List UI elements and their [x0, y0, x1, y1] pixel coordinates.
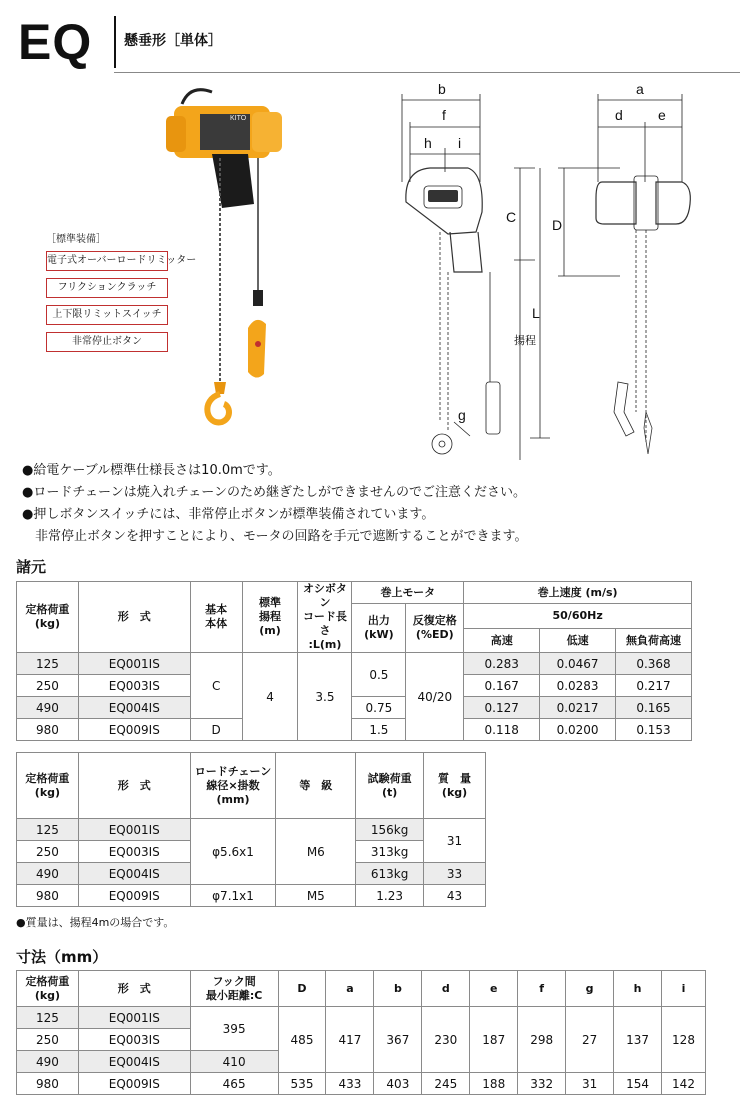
cell-mass: 33	[424, 863, 486, 885]
cell-load: 490	[17, 697, 79, 719]
cell-model: EQ009IS	[78, 719, 190, 741]
table-row	[17, 719, 692, 741]
dim-label-C: C	[506, 209, 517, 225]
cell-model: EQ001IS	[78, 819, 190, 841]
cell-load: 125	[17, 653, 79, 675]
table-row	[17, 885, 486, 907]
cell-dim: 31	[566, 1073, 614, 1095]
cell-grade: M5	[276, 885, 356, 907]
cell-lift: 4	[242, 653, 298, 741]
cell-dim: 417	[326, 1007, 374, 1073]
cell-dim: 187	[470, 1007, 518, 1073]
header-rule	[114, 72, 740, 73]
cell-high: 0.167	[464, 675, 540, 697]
cell-dim: 142	[662, 1073, 706, 1095]
cell-dim: 298	[518, 1007, 566, 1073]
cell-body: C	[190, 653, 242, 719]
cell-model: EQ004IS	[78, 697, 190, 719]
spec-title: 諸元	[16, 558, 47, 576]
equipment-item: 上下限リミットスイッチ	[46, 305, 168, 325]
cell-dim: 188	[470, 1073, 518, 1095]
cell-dim: 535	[278, 1073, 326, 1095]
dims-header-load: 定格荷重 (kg)	[17, 971, 79, 1007]
cell-low: 0.0283	[540, 675, 616, 697]
dim-label-D: D	[552, 217, 563, 233]
cell-test: 156kg	[356, 819, 424, 841]
dims-header-col: e	[470, 971, 518, 1007]
dims-header-col: h	[614, 971, 662, 1007]
spec-header-load: 定格荷重 (kg)	[17, 582, 79, 653]
dims-header-model: 形 式	[78, 971, 190, 1007]
spec-header-cord: オシボタン コード長さ :L(m)	[298, 582, 352, 653]
spec-header-lift: 標準 揚程 (m)	[242, 582, 298, 653]
cell-model: EQ003IS	[78, 1029, 190, 1051]
spec-header-output: 出力 (kW)	[352, 604, 406, 653]
dim-label-L: L	[532, 305, 540, 321]
cell-model: EQ009IS	[78, 1073, 190, 1095]
cell-load: 490	[17, 1051, 79, 1073]
cell-dim: 332	[518, 1073, 566, 1095]
cell-low: 0.0217	[540, 697, 616, 719]
equipment-item: 非常停止ボタン	[46, 332, 168, 352]
dim-label-f: f	[442, 107, 446, 123]
cell-model: EQ004IS	[78, 1051, 190, 1073]
cell-low: 0.0467	[540, 653, 616, 675]
page-header	[0, 0, 750, 80]
spec-header-low: 低速	[540, 629, 616, 653]
cell-model: EQ003IS	[78, 675, 190, 697]
cell-c: 410	[190, 1051, 278, 1073]
cell-noload: 0.368	[616, 653, 692, 675]
cell-chain: φ7.1x1	[190, 885, 276, 907]
spec-header-motor: 巻上モータ	[352, 582, 464, 604]
cell-dim: 128	[662, 1007, 706, 1073]
cell-high: 0.127	[464, 697, 540, 719]
dim-label-lift: 揚程	[514, 335, 536, 347]
dimension-drawing	[390, 82, 745, 467]
cell-high: 0.118	[464, 719, 540, 741]
dims-header-col: D	[278, 971, 326, 1007]
cell-load: 980	[17, 1073, 79, 1095]
dim-label-i: i	[458, 135, 462, 151]
note-line: ●押しボタンスイッチには、非常停止ボタンが標準装備されています。	[22, 507, 435, 522]
cell-model: EQ003IS	[78, 841, 190, 863]
chain-header-model: 形 式	[78, 753, 190, 819]
cell-test: 1.23	[356, 885, 424, 907]
notes	[22, 460, 742, 548]
cell-dim: 27	[566, 1007, 614, 1073]
spec-header-body: 基本 本体	[190, 582, 242, 653]
cell-noload: 0.153	[616, 719, 692, 741]
spec-header-duty: 反復定格 (%ED)	[406, 604, 464, 653]
cell-mass: 43	[424, 885, 486, 907]
cell-dim: 245	[422, 1073, 470, 1095]
cell-load: 980	[17, 719, 79, 741]
cell-high: 0.283	[464, 653, 540, 675]
chain-header-test: 試験荷重 (t)	[356, 753, 424, 819]
cell-model: EQ009IS	[78, 885, 190, 907]
chain-note: ●質量は、揚程4mの場合です。	[16, 916, 175, 929]
spec-header-noload: 無負荷高速	[616, 629, 692, 653]
dims-title: 寸法（mm）	[16, 948, 108, 966]
cell-low: 0.0200	[540, 719, 616, 741]
cell-dim: 433	[326, 1073, 374, 1095]
cell-load: 980	[17, 885, 79, 907]
page-subtitle: 懸垂形［単体］	[124, 33, 222, 49]
cell-body: D	[190, 719, 242, 741]
chain-header-chain: ロードチェーン 線径×掛数 (mm)	[190, 753, 276, 819]
table-row	[17, 653, 692, 675]
spec-header-hz: 50/60Hz	[464, 604, 692, 629]
dim-label-b: b	[438, 81, 446, 97]
cell-dim: 230	[422, 1007, 470, 1073]
cell-mass: 31	[424, 819, 486, 863]
chain-header-load: 定格荷重 (kg)	[17, 753, 79, 819]
chain-table	[16, 752, 486, 907]
dims-header-col: a	[326, 971, 374, 1007]
dims-header-col: i	[662, 971, 706, 1007]
cell-output: 0.75	[352, 697, 406, 719]
chain-header-grade: 等 級	[276, 753, 356, 819]
cell-noload: 0.165	[616, 697, 692, 719]
dims-header-col: f	[518, 971, 566, 1007]
cell-model: EQ001IS	[78, 653, 190, 675]
cell-load: 125	[17, 819, 79, 841]
note-line: ●ロードチェーンは焼入れチェーンのため継ぎたしができませんのでご注意ください。	[22, 485, 527, 500]
cell-output: 0.5	[352, 653, 406, 697]
cell-noload: 0.217	[616, 675, 692, 697]
equipment-item: 電子式オーバーロードリミッター	[46, 251, 168, 271]
dim-label-d: d	[615, 107, 623, 123]
spec-table	[16, 581, 692, 741]
cell-model: EQ004IS	[78, 863, 190, 885]
dims-header-c: フック間 最小距離:C	[190, 971, 278, 1007]
chain-header-mass: 質 量 (kg)	[424, 753, 486, 819]
equipment-item: フリクションクラッチ	[46, 278, 168, 298]
cell-load: 250	[17, 841, 79, 863]
cell-dim: 154	[614, 1073, 662, 1095]
note-line: ●給電ケーブル標準仕様長さは10.0mです。	[22, 463, 281, 478]
cell-load: 250	[17, 1029, 79, 1051]
cell-dim: 137	[614, 1007, 662, 1073]
dims-table	[16, 970, 706, 1095]
cell-chain: φ5.6x1	[190, 819, 276, 885]
cell-load: 490	[17, 863, 79, 885]
dims-header-col: b	[374, 971, 422, 1007]
cell-load: 125	[17, 1007, 79, 1029]
note-line: 非常停止ボタンを押すことにより、モータの回路を手元で遮断することができます。	[35, 529, 528, 544]
cell-dim: 485	[278, 1007, 326, 1073]
table-row	[17, 697, 692, 719]
cell-grade: M6	[276, 819, 356, 885]
cell-duty: 40/20	[406, 653, 464, 741]
dim-label-a: a	[636, 81, 644, 97]
cell-test: 313kg	[356, 841, 424, 863]
standard-equipment-title: ［標準装備］	[46, 234, 106, 245]
model-code: EQ	[18, 14, 93, 70]
spec-header-model: 形 式	[78, 582, 190, 653]
cell-cord: 3.5	[298, 653, 352, 741]
cell-c: 465	[190, 1073, 278, 1095]
cell-dim: 403	[374, 1073, 422, 1095]
photo-brand: KITO	[230, 115, 247, 122]
dims-header-col: g	[566, 971, 614, 1007]
table-row	[17, 1073, 706, 1095]
dim-label-g: g	[458, 407, 466, 423]
cell-c: 395	[190, 1007, 278, 1051]
spec-header-speed: 巻上速度 (m/s)	[464, 582, 692, 604]
dims-header-col: d	[422, 971, 470, 1007]
cell-output: 1.5	[352, 719, 406, 741]
table-row	[17, 819, 486, 841]
cell-dim: 367	[374, 1007, 422, 1073]
standard-equipment	[46, 230, 197, 359]
dim-label-h: h	[424, 135, 432, 151]
cell-load: 250	[17, 675, 79, 697]
dim-label-e: e	[658, 107, 666, 123]
cell-test: 613kg	[356, 863, 424, 885]
header-divider	[114, 16, 116, 68]
table-row	[17, 1007, 706, 1029]
spec-header-high: 高速	[464, 629, 540, 653]
cell-model: EQ001IS	[78, 1007, 190, 1029]
